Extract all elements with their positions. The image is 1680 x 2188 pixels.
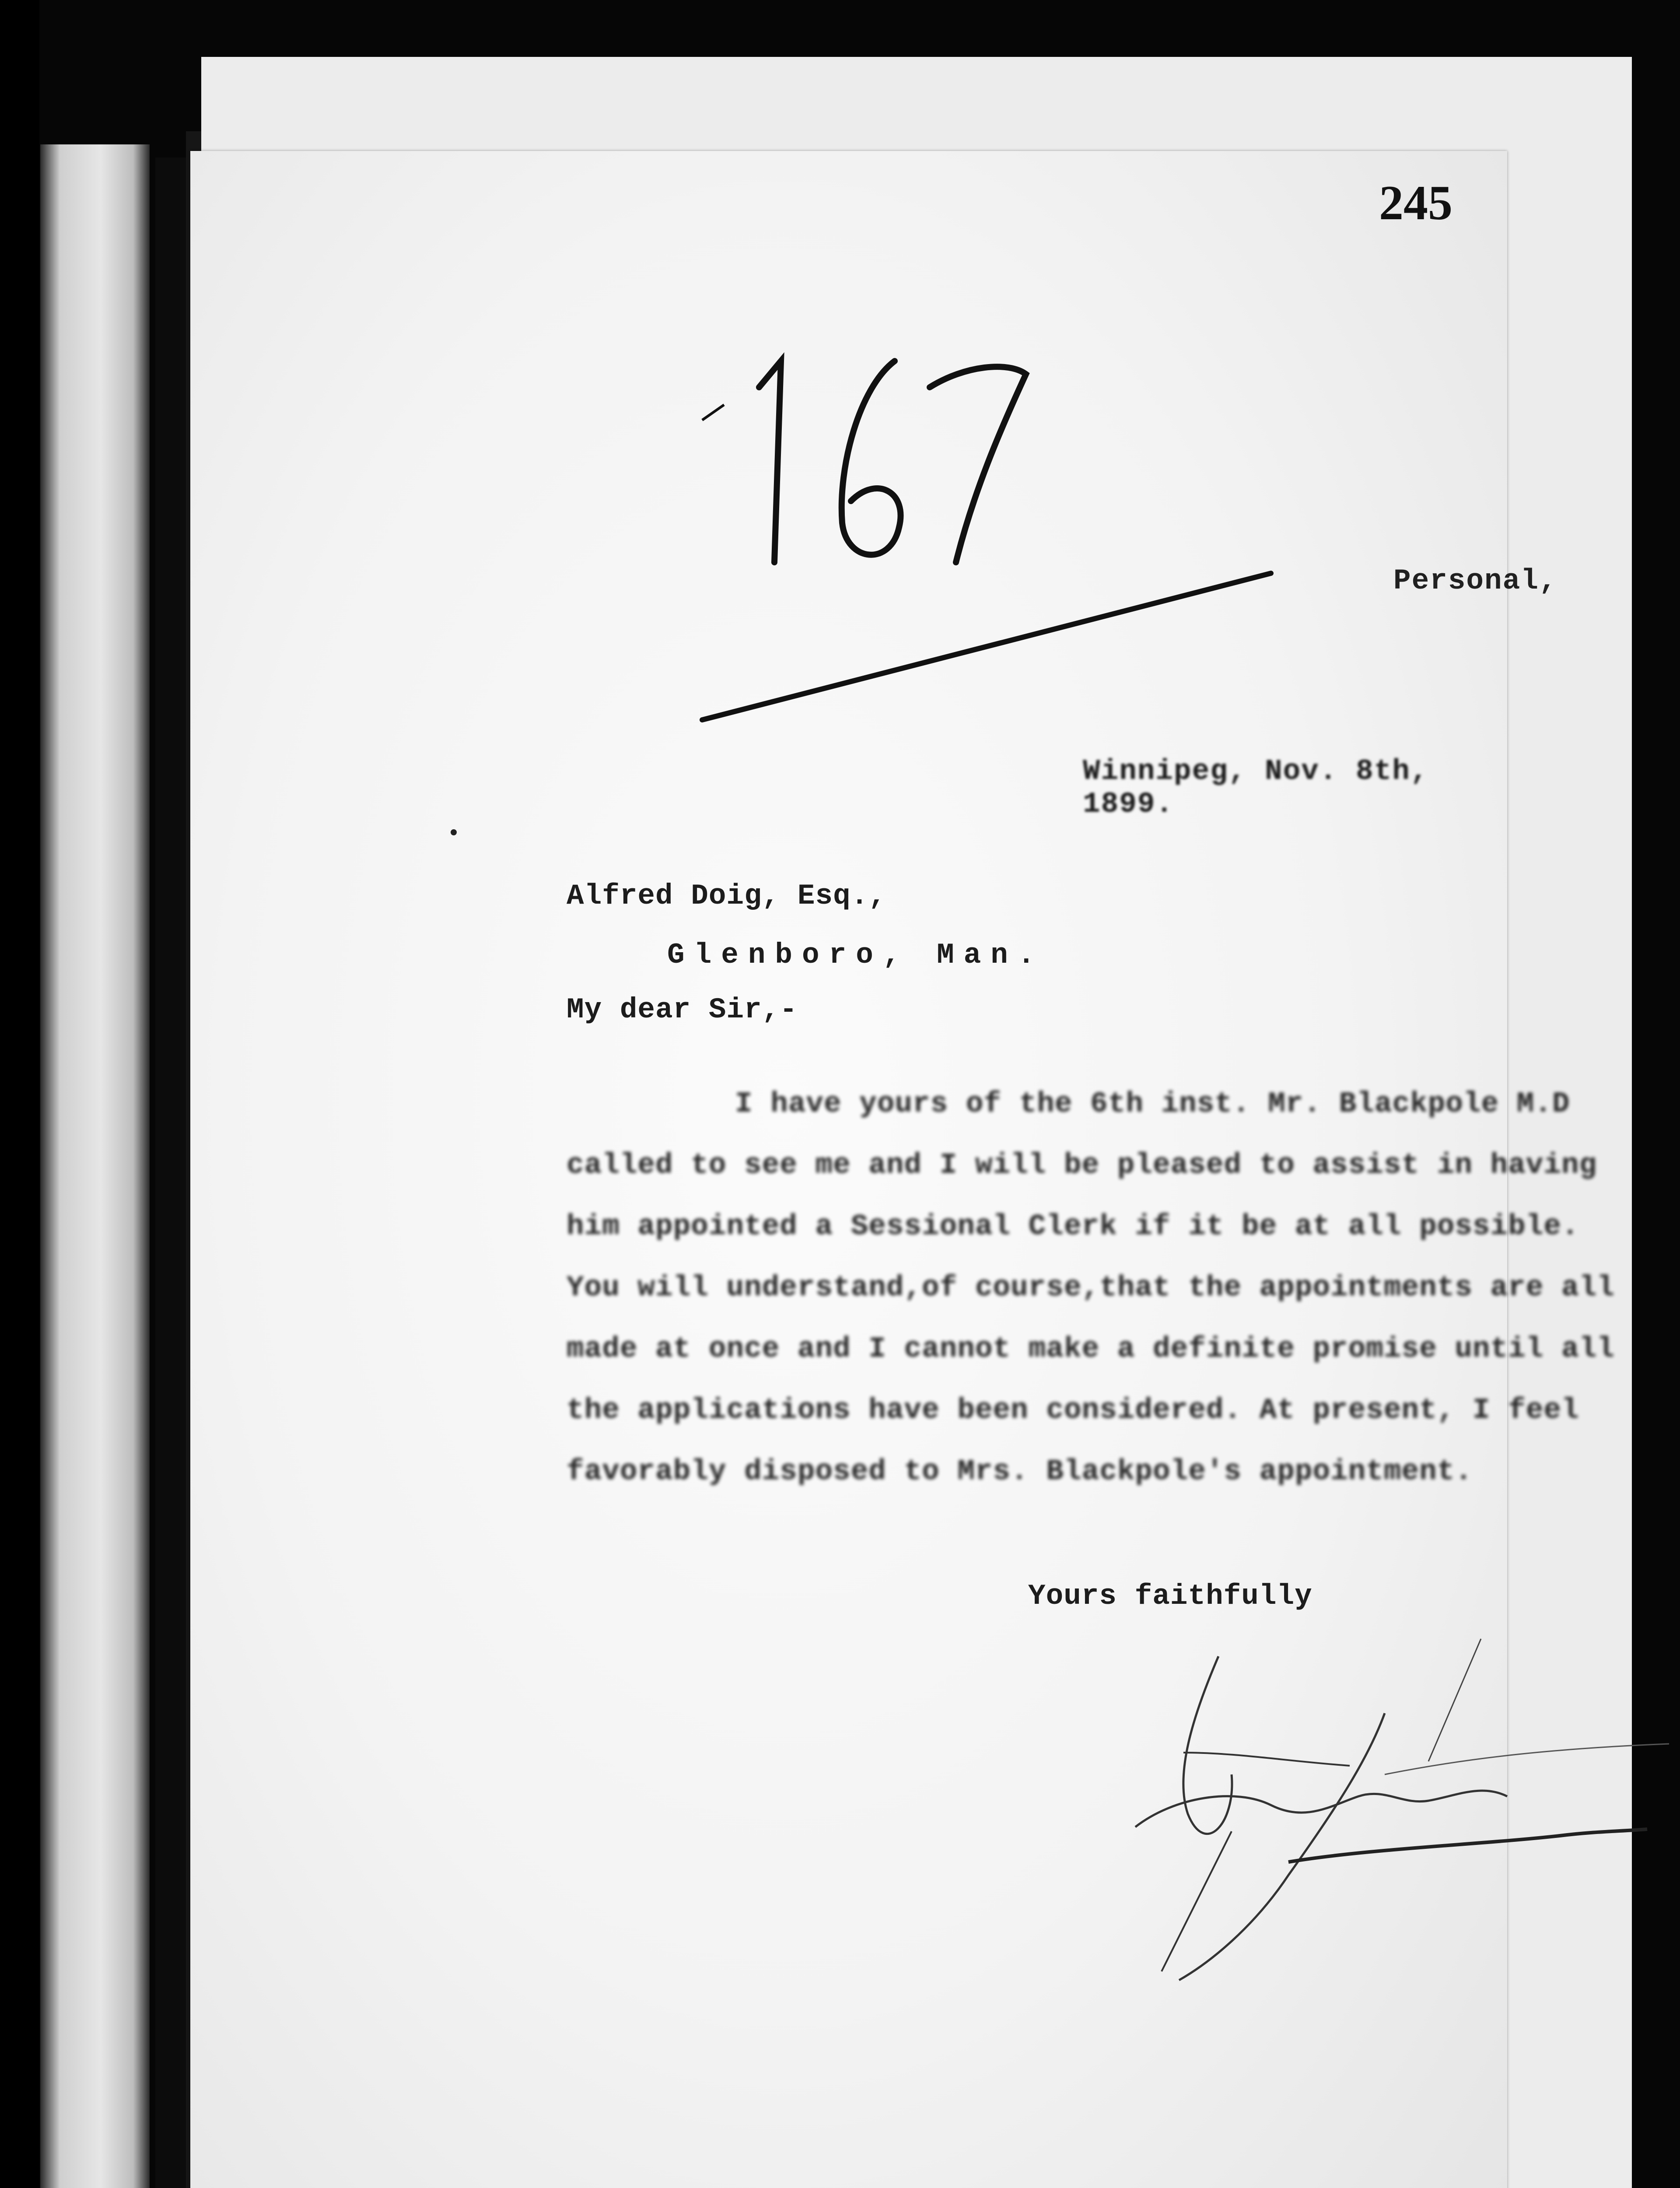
body-line: I have yours of the 6th inst. Mr. Blackpole M.D bbox=[735, 1087, 1570, 1120]
adjacent-page-strip bbox=[40, 144, 150, 2188]
recipient-name: Alfred Doig, Esq., bbox=[567, 880, 886, 912]
film-edge bbox=[0, 0, 39, 2188]
binding-shadow bbox=[155, 158, 186, 2188]
handwritten-signature bbox=[1122, 1630, 1673, 1998]
salutation: My dear Sir,- bbox=[567, 993, 798, 1026]
letter-page bbox=[190, 151, 1615, 2188]
personal-label: Personal, bbox=[1393, 565, 1558, 597]
closing: Yours faithfully bbox=[1028, 1580, 1312, 1613]
body-line: him appointed a Sessional Clerk if it be at all possible. bbox=[567, 1210, 1579, 1243]
date-line: Winnipeg, Nov. 8th, 1899. bbox=[1083, 755, 1429, 820]
ink-speck bbox=[451, 829, 457, 835]
body-line: You will understand,of course,that the appointments are all bbox=[567, 1271, 1615, 1304]
body-line: made at once and I cannot make a definite promise until all bbox=[567, 1332, 1615, 1365]
body-line: called to see me and I will be pleased to assist in having bbox=[567, 1149, 1597, 1182]
body-line: favorably disposed to Mrs. Blackpole's appointment. bbox=[567, 1455, 1473, 1488]
page-number: 245 bbox=[1379, 176, 1452, 230]
body-line: the applications have been considered. At present, I feel bbox=[567, 1394, 1579, 1427]
handwritten-file-number bbox=[693, 335, 1288, 729]
recipient-place: Glenboro, Man. bbox=[667, 939, 1045, 971]
letter-body bbox=[567, 1087, 1617, 1516]
